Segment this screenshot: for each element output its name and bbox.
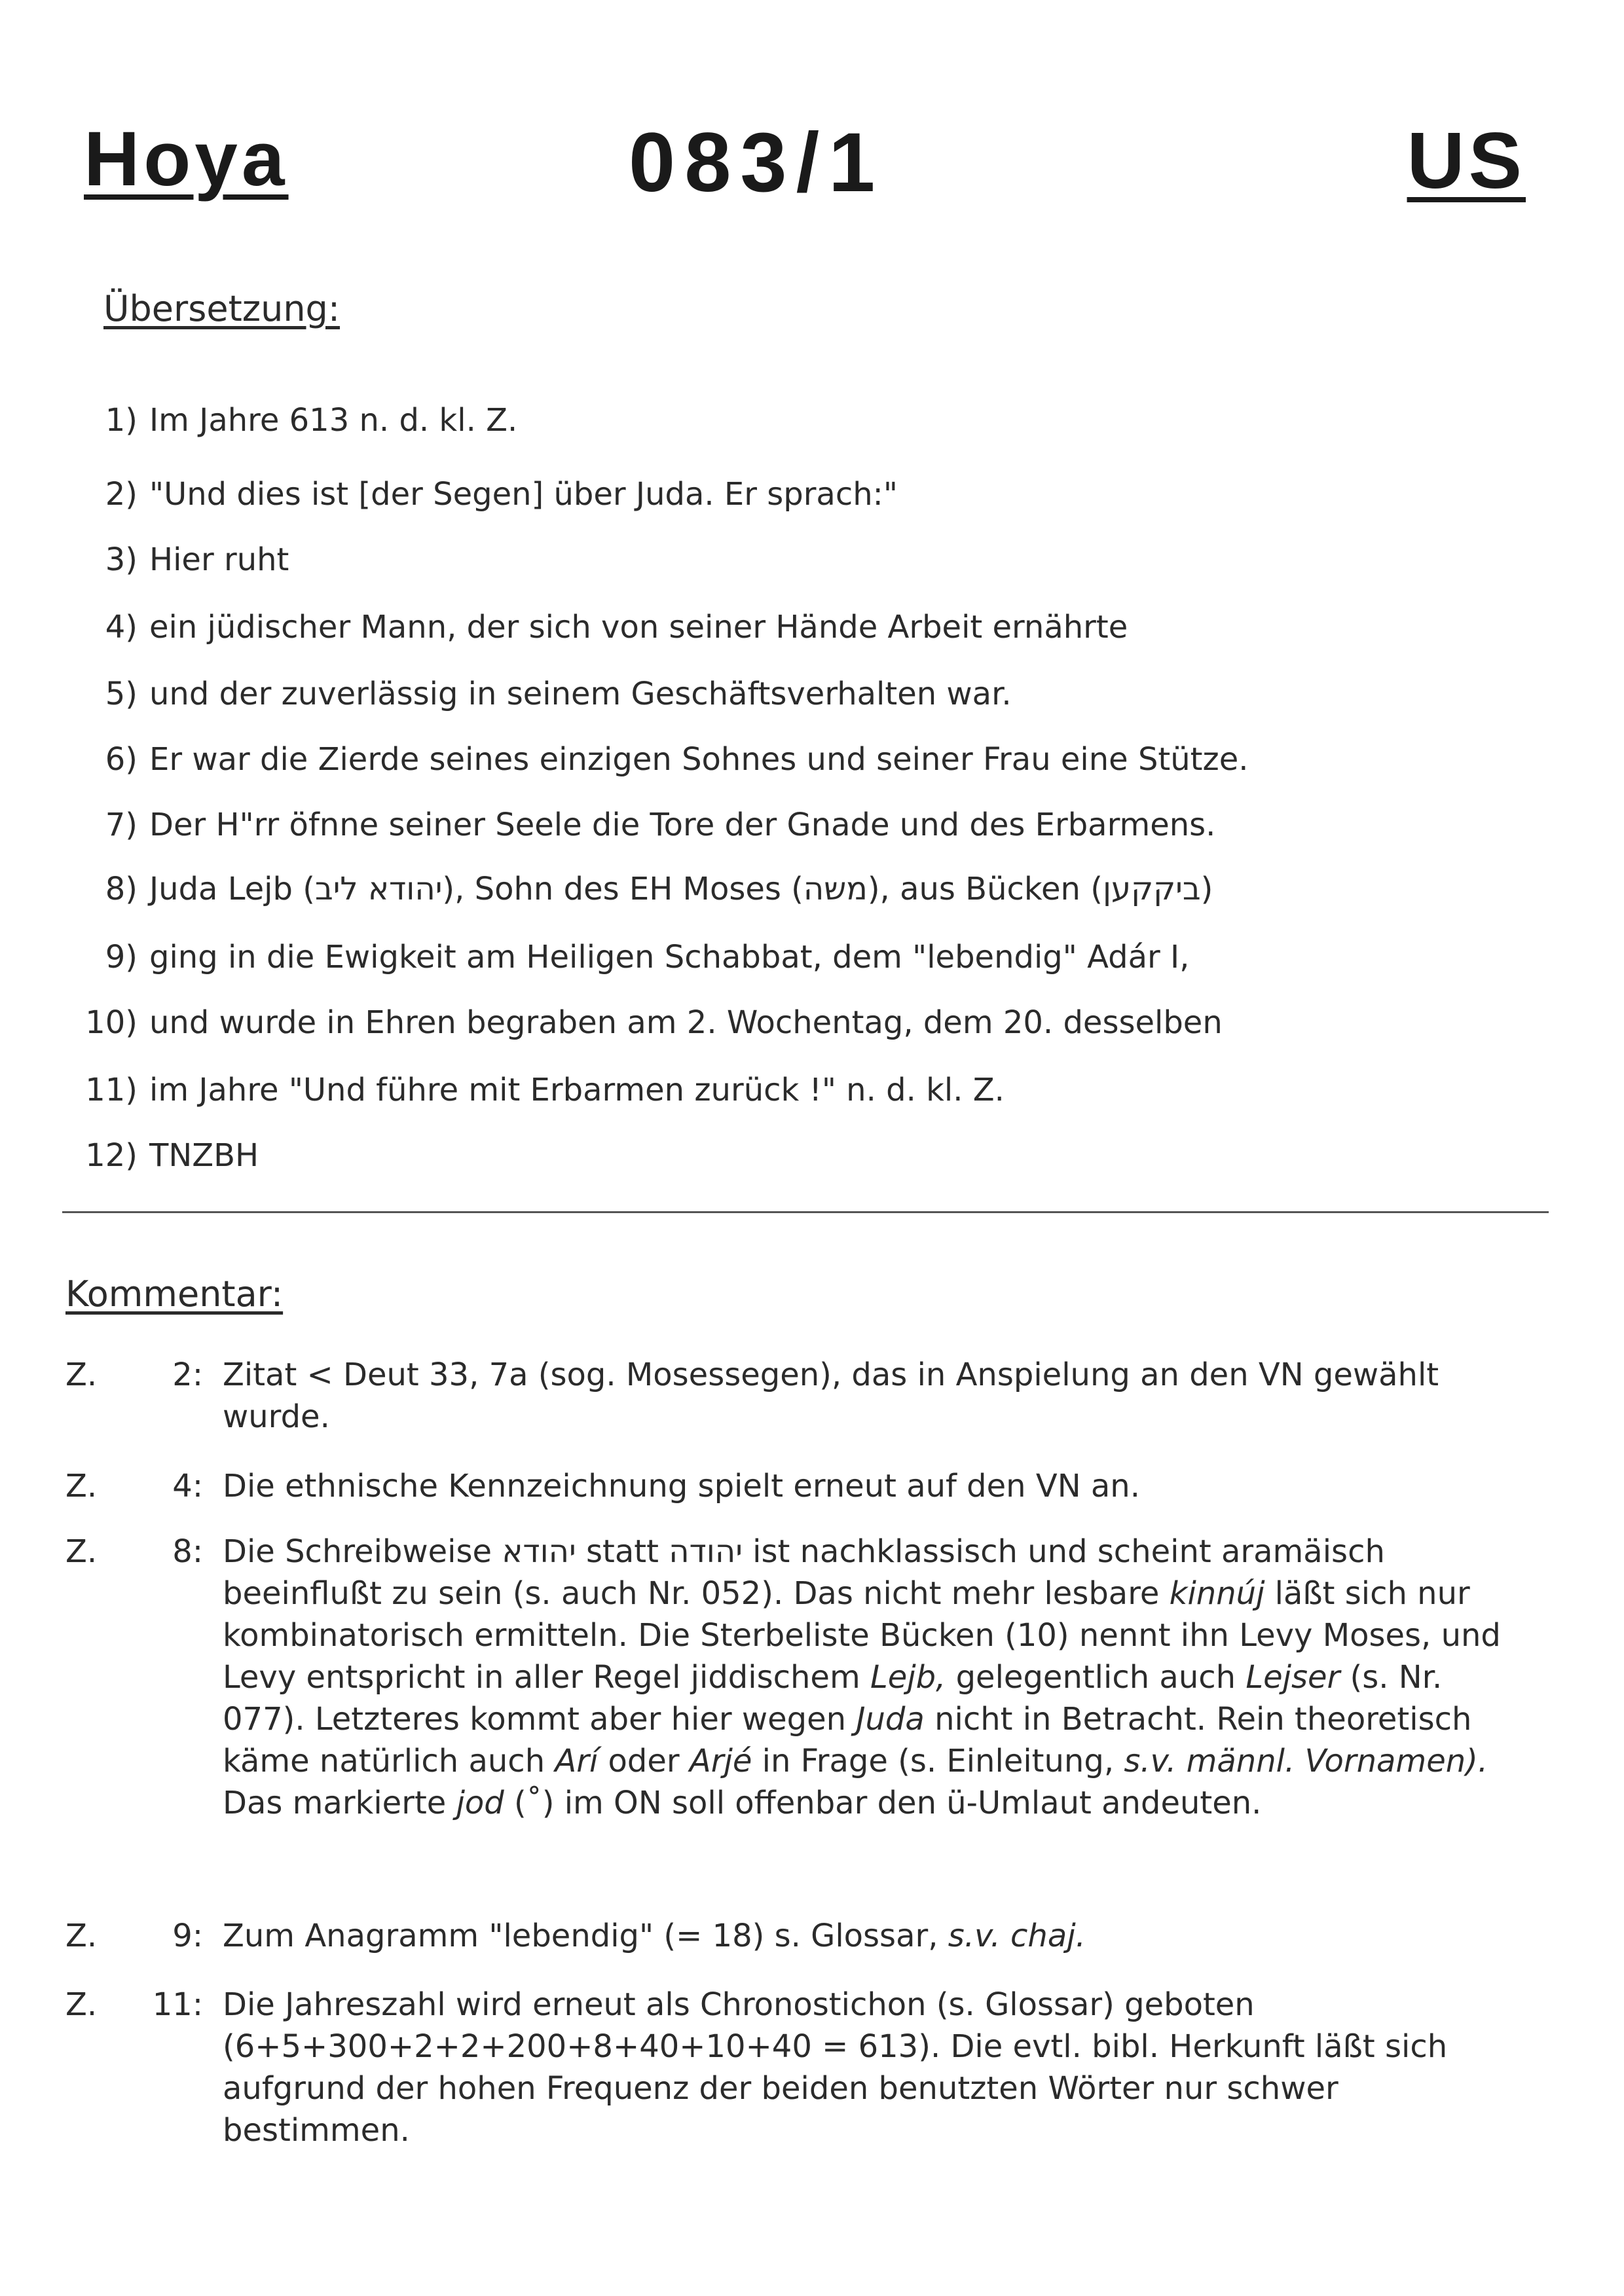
text-run: Die Schreibweise [223, 1533, 502, 1570]
text-run: in Frage (s. Einleitung, [752, 1743, 1124, 1779]
text-run: gelegentlich auch [946, 1659, 1246, 1696]
text-run: (˚) im ON soll offenbar den ü-Umlaut andeuten. [504, 1785, 1262, 1821]
text-run: statt [576, 1533, 669, 1570]
line-ref: 8: [172, 1533, 203, 1570]
line-text: ein jüdischer Mann, der sich von seiner Hände Arbeit ernährte [149, 609, 1128, 646]
text-run: oder [598, 1743, 690, 1779]
line-text: ging in die Ewigkeit am Heiligen Schabbat, dem "lebendig" Adár I, [149, 939, 1190, 975]
line-ref: 2: [172, 1357, 203, 1393]
header-document-number: 083/1 [629, 116, 885, 210]
italic-term: s.v. männl. Vornamen). [1124, 1743, 1488, 1779]
text-run: Zum Anagramm "lebendig" (= 18) s. Glossar, [223, 1918, 948, 1954]
text-run: läßt sich nur kombinatorisch ermitteln. Die Sterbeliste Bücken (10) nennt ihn Levy Moses, und Levy entspricht in aller Regel jiddischem [223, 1575, 1501, 1696]
line-number: 2) [105, 476, 138, 513]
line-ref: 9: [172, 1918, 203, 1954]
line-prefix: Z. [65, 1918, 98, 1954]
line-prefix: Z. [65, 1986, 98, 2023]
line-number: 9) [105, 939, 138, 975]
line-number: 8) [105, 871, 138, 907]
line-text: "Und dies ist [der Segen] über Juda. Er sprach:" [149, 476, 898, 513]
italic-term: Arjé [689, 1743, 752, 1779]
commentary-title: Kommentar: [65, 1273, 284, 1315]
text-run: Das markierte [223, 1785, 456, 1821]
line-number: 1) [105, 402, 138, 439]
line-ref: 11: [152, 1986, 203, 2023]
line-text: Der H"rr öfnne seiner Seele die Tore der Gnade und des Erbarmens. [149, 807, 1216, 843]
text-run: (s. Nr. 077). Letzteres kommt aber hier wegen [223, 1659, 1443, 1738]
line-prefix: Z. [65, 1468, 98, 1504]
italic-term: Juda [856, 1701, 925, 1738]
commentary-paragraph [223, 1531, 1513, 1782]
line-number: 4) [105, 609, 138, 646]
text-run: nicht in Betracht. Rein theoretisch käme natürlich auch [223, 1701, 1472, 1779]
header-place: Hoya [84, 116, 289, 202]
line-text: TNZBH [149, 1137, 259, 1174]
italic-term: Arí [555, 1743, 599, 1779]
header-code: US [1407, 116, 1526, 205]
line-text: und der zuverlässig in seinem Geschäftsverhalten war. [149, 676, 1012, 712]
italic-term: s.v. chaj. [948, 1918, 1086, 1954]
line-number: 12) [85, 1137, 138, 1174]
commentary-text: Die ethnische Kennzeichnung spielt erneut auf den VN an. [223, 1468, 1140, 1504]
line-text: Er war die Zierde seines einzigen Sohnes und seiner Frau eine Stütze. [149, 741, 1249, 778]
commentary-text: Die Jahreszahl wird erneut als Chronostichon (s. Glossar) geboten (6+5+300+2+2+200+8+40+10+40 = 613). Die evtl. bibl. Herkunft läßt sich aufgrund der hohen Frequenz der beiden benutzten Wörter nur schwer bestimmen. [223, 1986, 1448, 2149]
italic-term: jod [456, 1785, 504, 1821]
line-number: 7) [105, 807, 138, 843]
line-number: 11) [85, 1072, 138, 1108]
section-divider [62, 1211, 1549, 1213]
translation-title: Übersetzung: [103, 288, 341, 329]
hebrew-word: יהודה [669, 1533, 743, 1570]
line-number: 10) [85, 1004, 138, 1041]
commentary-text: Zitat < Deut 33, 7a (sog. Mosessegen), das in Anspielung an den VN gewählt wurde. [223, 1357, 1439, 1435]
italic-term: kinnúj [1169, 1575, 1265, 1612]
line-text: und wurde in Ehren begraben am 2. Wochentag, dem 20. desselben [149, 1004, 1223, 1041]
text-run: ist nachklassisch und scheint aramäisch beeinflußt zu sein (s. auch Nr. 052). Das nicht mehr lesbare [223, 1533, 1385, 1612]
italic-term: Lejb, [870, 1659, 946, 1696]
commentary-text [223, 1531, 1513, 1824]
hebrew-word: יהודא [502, 1533, 576, 1570]
line-prefix: Z. [65, 1357, 98, 1393]
line-prefix: Z. [65, 1533, 98, 1570]
line-text: im Jahre "Und führe mit Erbarmen zurück !" n. d. kl. Z. [149, 1072, 1005, 1108]
line-number: 6) [105, 741, 138, 778]
line-ref: 4: [172, 1468, 203, 1504]
line-number: 5) [105, 676, 138, 712]
line-number: 3) [105, 541, 138, 578]
line-text: Juda Lejb (יהודא ליב), Sohn des EH Moses (משה), aus Bücken (ביקקען) [149, 871, 1213, 907]
line-text: Hier ruht [149, 541, 289, 578]
italic-term: Lejser [1246, 1659, 1340, 1696]
commentary-paragraph [223, 1782, 1513, 1824]
commentary-text [223, 1915, 1513, 1957]
line-text: Im Jahre 613 n. d. kl. Z. [149, 402, 518, 439]
